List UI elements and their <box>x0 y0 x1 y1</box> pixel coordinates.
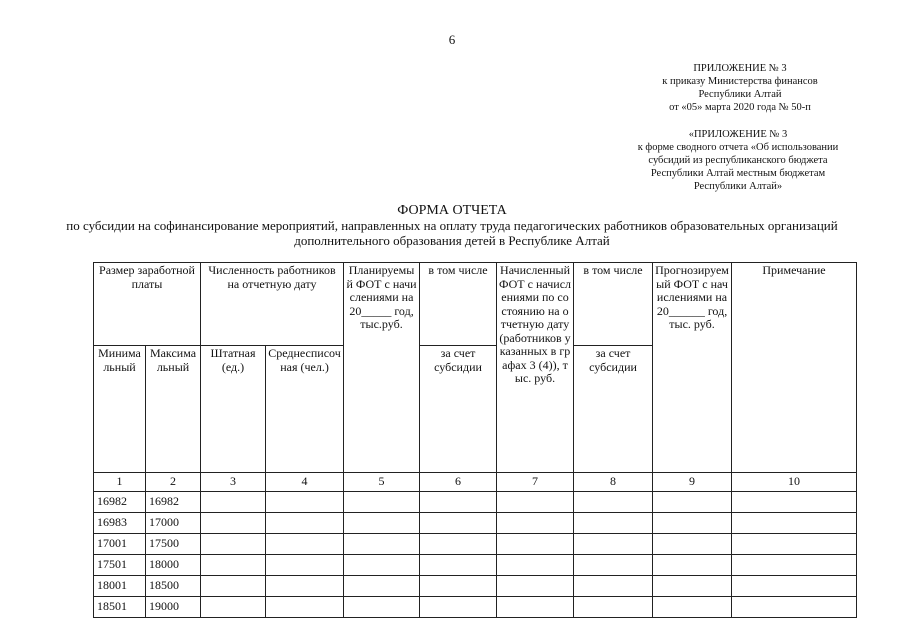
empty-cell <box>497 513 574 534</box>
empty-cell <box>201 513 266 534</box>
header-note: Примечание <box>732 263 857 473</box>
column-number: 1 <box>94 473 146 492</box>
document-title-block <box>40 203 864 248</box>
empty-cell <box>420 597 497 618</box>
empty-cell <box>266 513 344 534</box>
empty-cell <box>574 492 653 513</box>
appendix-line: Республики Алтай местным бюджетам <box>650 168 826 179</box>
empty-cell <box>574 513 653 534</box>
column-number: 9 <box>653 473 732 492</box>
empty-cell <box>653 576 732 597</box>
column-number: 2 <box>146 473 201 492</box>
appendix-form-reference <box>618 128 858 193</box>
empty-cell <box>653 492 732 513</box>
header-forecast-payroll: Прогнозируемый ФОТ с начислениями на 20______ год, тыс. руб. <box>653 263 732 473</box>
header-max: Максимальный <box>146 346 201 473</box>
document-subtitle-line1: по субсидии на софинансирование мероприятий, направленных на оплату труда педагогических работников образовательных организаций <box>66 218 838 233</box>
empty-cell <box>732 534 857 555</box>
empty-cell <box>420 555 497 576</box>
table-row <box>94 597 857 618</box>
appendix-line: Республики Алтай <box>698 89 782 100</box>
appendix-line: субсидий из республиканского бюджета <box>648 155 828 166</box>
cell-max-salary: 19000 <box>146 597 201 618</box>
empty-cell <box>653 555 732 576</box>
page-number: 6 <box>448 32 456 47</box>
header-subsidy-2: за счет субсидии <box>574 346 653 473</box>
empty-cell <box>420 534 497 555</box>
empty-cell <box>732 492 857 513</box>
column-number: 8 <box>574 473 653 492</box>
header-min: Минимальный <box>94 346 146 473</box>
cell-max-salary: 17500 <box>146 534 201 555</box>
appendix-line: к форме сводного отчета «Об использовании <box>637 142 839 153</box>
empty-cell <box>201 534 266 555</box>
appendix-line: «ПРИЛОЖЕНИЕ № 3 <box>688 129 788 140</box>
table-row <box>94 492 857 513</box>
empty-cell <box>497 576 574 597</box>
column-number: 4 <box>266 473 344 492</box>
empty-cell <box>420 513 497 534</box>
cell-min-salary: 17001 <box>94 534 146 555</box>
table-row <box>94 555 857 576</box>
empty-cell <box>266 555 344 576</box>
cell-max-salary: 17000 <box>146 513 201 534</box>
appendix-order-reference <box>640 62 840 114</box>
column-number: 5 <box>344 473 420 492</box>
empty-cell <box>497 597 574 618</box>
empty-cell <box>344 597 420 618</box>
appendix-line: от «05» марта 2020 года № 50-п <box>669 102 811 113</box>
header-including-1: в том числе <box>420 263 497 346</box>
cell-max-salary: 18000 <box>146 555 201 576</box>
empty-cell <box>201 576 266 597</box>
empty-cell <box>344 576 420 597</box>
empty-cell <box>574 555 653 576</box>
empty-cell <box>497 534 574 555</box>
empty-cell <box>266 534 344 555</box>
empty-cell <box>201 597 266 618</box>
empty-cell <box>574 534 653 555</box>
column-number: 3 <box>201 473 266 492</box>
empty-cell <box>732 555 857 576</box>
header-staff-count: Численность работников на отчетную дату <box>201 263 344 346</box>
empty-cell <box>420 492 497 513</box>
appendix-line: Республики Алтай» <box>693 181 783 192</box>
header-subsidy-1: за счет субсидии <box>420 346 497 473</box>
empty-cell <box>497 492 574 513</box>
empty-cell <box>497 555 574 576</box>
empty-cell <box>420 576 497 597</box>
table-row <box>94 534 857 555</box>
header-accrued-payroll: Начисленный ФОТ с начислениями по состоянию на отчетную дату (работников указанных в графах 3 (4)), тыс. руб. <box>497 263 574 473</box>
empty-cell <box>201 555 266 576</box>
appendix-line: к приказу Министерства финансов <box>662 76 818 87</box>
empty-cell <box>732 597 857 618</box>
table-row <box>94 576 857 597</box>
column-number: 10 <box>732 473 857 492</box>
column-number: 7 <box>497 473 574 492</box>
cell-max-salary: 16982 <box>146 492 201 513</box>
header-staff-units: Штатная (ед.) <box>201 346 266 473</box>
empty-cell <box>574 576 653 597</box>
header-including-2: в том числе <box>574 263 653 346</box>
empty-cell <box>344 555 420 576</box>
cell-max-salary: 18500 <box>146 576 201 597</box>
cell-min-salary: 18501 <box>94 597 146 618</box>
appendix-line: ПРИЛОЖЕНИЕ № 3 <box>693 63 787 74</box>
cell-min-salary: 17501 <box>94 555 146 576</box>
empty-cell <box>732 513 857 534</box>
cell-min-salary: 16983 <box>94 513 146 534</box>
empty-cell <box>344 534 420 555</box>
document-title: ФОРМА ОТЧЕТА <box>397 203 507 218</box>
empty-cell <box>201 492 266 513</box>
document-subtitle-line2: дополнительного образования детей в Республике Алтай <box>294 233 610 248</box>
empty-cell <box>266 597 344 618</box>
empty-cell <box>344 492 420 513</box>
empty-cell <box>266 576 344 597</box>
empty-cell <box>732 576 857 597</box>
report-form-table <box>93 262 857 618</box>
empty-cell <box>344 513 420 534</box>
cell-min-salary: 16982 <box>94 492 146 513</box>
empty-cell <box>653 597 732 618</box>
header-average-headcount: Среднесписочная (чел.) <box>266 346 344 473</box>
empty-cell <box>653 534 732 555</box>
empty-cell <box>266 492 344 513</box>
column-number: 6 <box>420 473 497 492</box>
table-header-row <box>94 263 857 346</box>
cell-min-salary: 18001 <box>94 576 146 597</box>
empty-cell <box>574 597 653 618</box>
empty-cell <box>653 513 732 534</box>
header-planned-payroll: Планируемый ФОТ с начислениями на 20_____ год, тыс.руб. <box>344 263 420 473</box>
table-row <box>94 513 857 534</box>
column-number-row <box>94 473 857 492</box>
header-salary-size: Размер заработной платы <box>94 263 201 346</box>
